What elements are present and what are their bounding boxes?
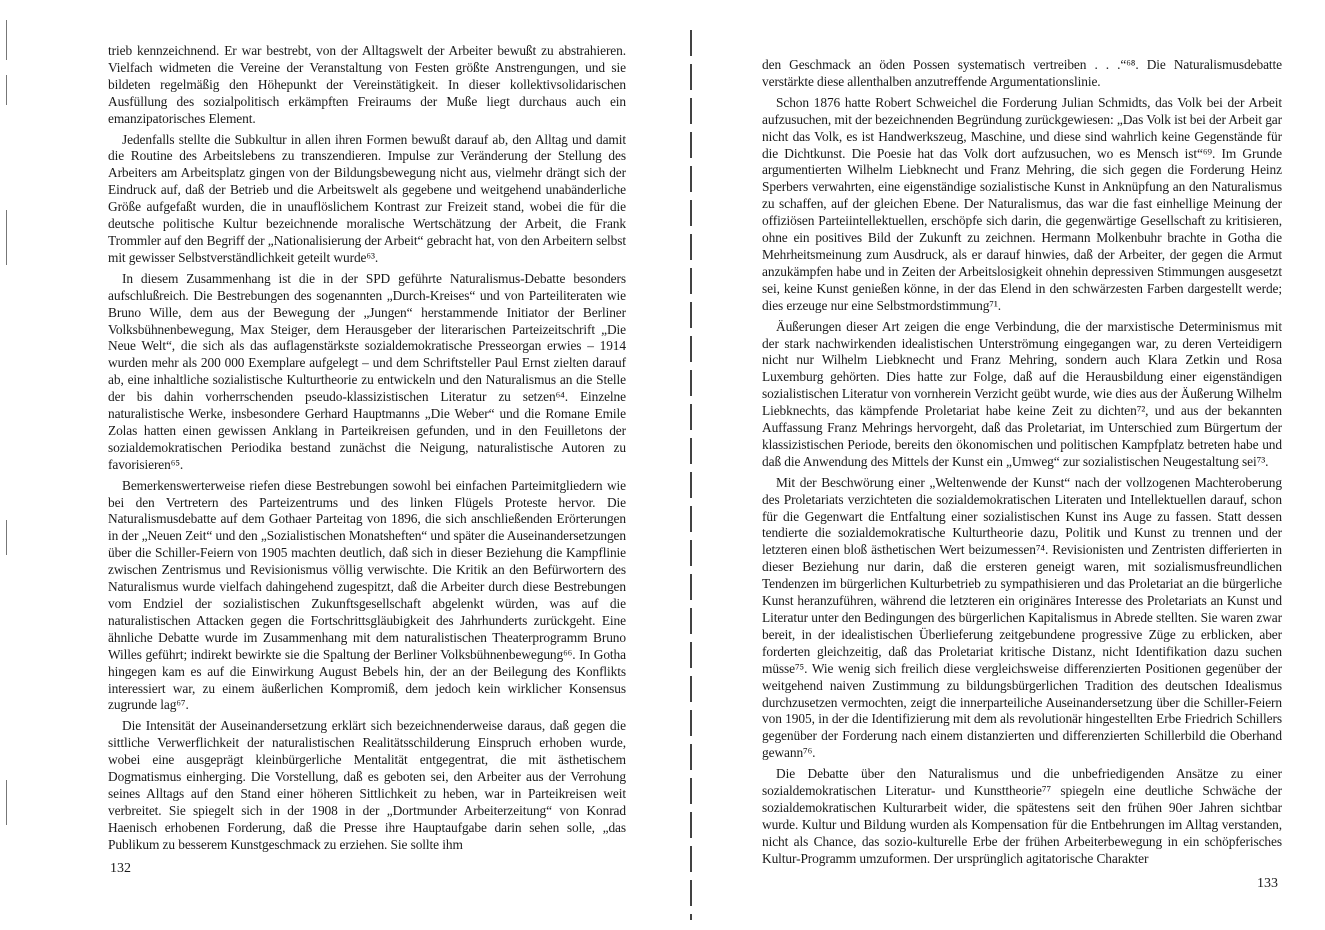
right-page: [662, 0, 1325, 930]
left-page: [0, 0, 662, 930]
paragraph: In diesem Zusammenhang ist die in der SPD geführte Naturalismus-Debatte besonders aufschlußreich. Die Bestrebungen des sogenannten „Durch-Kreises“ und von Parteiliteraten wie Bruno Wille, dem aus der Bewegung der „Jungen“ herstammende Initiator der Berliner Volksbühnenbewegung, Max Steiger, dem Herausgeber der literarischen Parteizeitschrift „Die Neue Welt“, die sich als das auflagenstärkste sozialdemokratische Presseorgan erwies – 1914 wurden mehr als 200 000 Exemplare aufgelegt – und dem Schriftsteller Paul Ernst zielten darauf ab, eine inhaltliche sozialistische Kulturtheorie zu entwickeln und den Naturalismus an die Stelle der bis dahin vorherrschenden pseudo-klassizistischen Literatur zu setzen⁶⁴. Einzelne naturalistische Werke, insbesondere Gerhard Hauptmanns „Die Weber“ und die Romane Emile Zolas hatten einen gewissen Anklang in Parteikreisen gefunden, und in den Feuilletons der sozialdemokratischen Periodika bestand zunächst die Neigung, naturalistische Autoren zu favorisieren⁶⁵.: [108, 270, 626, 472]
paragraph: trieb kennzeichnend. Er war bestrebt, von der Alltagswelt der Arbeiter bewußt zu abstrahieren. Vielfach widmeten die Vereine der Veranstaltung von Festen größte Anstrengungen, und sie bildeten regelmäßig den Höhepunkt der Vereinstätigkeit. In dieser kollektivsolidarischen Ausfüllung des sozialpolitisch erkämpften Freiraums der Muße liegt durchaus auch ein emanzipatorisches Element.: [108, 43, 626, 126]
page-number: 133: [1257, 876, 1278, 891]
paragraph: Bemerkenswerterweise riefen diese Bestrebungen sowohl bei einfachen Parteimitgliedern wie bei den Vertretern des Parteizentrums und des linken Flügels Proteste hervor. Die Naturalismusdebatte auf dem Gothaer Parteitag von 1896, die sich anschließenden Erörterungen in der „Neuen Zeit“ und den „Sozialistischen Monatsheften“ und später die Auseinandersetzungen über die Schiller-Feiern von 1905 machten deutlich, daß sich in dieser Beziehung die Kampflinie zwischen Zentrismus und Revisionismus völlig verwischte. Die Kritik an den Befürwortern des Naturalismus wurde vielfach dahingehend zugespitzt, daß die Arbeiter durch diese Bestrebungen vom Endziel der sozialistischen Zukunftsgesellschaft abgelenkt würden, was auf die naturalistischen Attacken gegen die Fortschrittsgläubigkeit des Jahrhunderts zurückgeht. Eine ähnliche Debatte wurde im Zusammenhang mit dem naturalistischen Theaterprogramm Bruno Willes geführt; indirekt bewirkte sie die Spaltung der Berliner Volksbühnenbewegung⁶⁶. In Gotha hingegen kam es auf die Einwirkung August Bebels hin, der an der Beilegung des Konflikts interessiert war, zu einem äußerlichen Kompromiß, dem jedoch kein wirklicher Konsensus zugrunde lag⁶⁷.: [108, 477, 626, 713]
paragraph: Die Intensität der Auseinandersetzung erklärt sich bezeichnenderweise daraus, daß gegen die sittliche Verwerflichkeit der naturalistischen Realitätsschilderung Einspruch erhoben wurde, wobei eine ausgeprägt kleinbürgerliche Mentalität entgegentrat, die mit ästhetischem Dogmatismus einherging. Die Vorstellung, daß es geboten sei, den Arbeiter aus der Verrohung seines Alltags auf den Stand einer höheren Sittlichkeit zu heben, war in Parteikreisen weit verbreitet. Sie spiegelt sich in der 1908 in der „Dortmunder Arbeiterzeitung“ von Konrad Haenisch erhobenen Forderung, daß die Presse ihre Hauptaufgabe darin sehen solle, „das Publikum zu besserem Kunstgeschmack zu erziehen. Sie sollte ihm: [108, 718, 626, 852]
paragraph: Äußerungen dieser Art zeigen die enge Verbindung, die der marxistische Determinismus mit der stark nachwirkenden idealistischen Unterströmung eingegangen war, zu deren Verteidigern nicht nur Wilhelm Liebknecht und Franz Mehring, sondern auch Klara Zetkin und Rosa Luxemburg gehörten. Dies hatte zur Folge, daß auf die Herausbildung einer eigenständigen sozialistischen Literatur von vornherein Verzicht geübt wurde, wie dies aus der Äußerung Wilhelm Liebknechts, das kämpfende Proletariat habe keine Zeit zu dichten⁷², und aus der bekannten Auffassung Franz Mehrings hervorgeht, daß das Proletariat, im Unterschied zum Bürgertum der klassizistischen Periode, bereits den ökonomischen und politischen Kampfplatz betreten habe und daß die Anwendung des Mittels der Kunst ein „Umweg“ zur sozialistischen Neugestaltung sei⁷³.: [762, 318, 1283, 469]
paragraph: Mit der Beschwörung einer „Weltenwende der Kunst“ nach der vollzogenen Machterоberung des Proletariats verzichteten die sozialdemokratischen Literaten und Intellektuellen darauf, schon für die Gegenwart die Entfaltung einer sozialistischen Kunst ins Auge zu fassen. Statt dessen tendierte die sozialdemokratische Kulturtheorie dazu, Politik und Kunst zu trennen und der letzteren einen bloß ästhetischen Wert beizumessen⁷⁴. Revisionisten und Zentristen differierten in dieser Beziehung nur darin, daß die ersteren geneigt waren, mit sozialismusfreundlichen Tendenzen im bürgerlichen Kulturbetrieb zu sympathisieren und das Proletariat an die bürgerliche Kunst heranzuführen, während die letzteren ein originäres Interesse des Proletariats an Kunst und Literatur unter den Bedingungen des bürgerlichen Kapitalismus in Abrede stellten. Sie waren zwar bereit, in der idealistischen Überlieferung zeitgebundene progressive Züge zu erblicken, aber forderten gleichzeitig, daß das Proletariat kritische Distanz, nicht Identifikation dazu suchen müsse⁷⁵. Wie wenig sich freilich diese vergleichsweise differenzierten Positionen gegenüber der weitgehend naiven Zustimmung zu bildungsbürgerlichen Tradition des deutschen Idealismus durchzusetzen vermochten, zeigt die innerparteiliche Auseinandersetzung über die Schiller-Feiern von 1905, in der die Identifizierung mit dem als revolutionär hingestellten Erbe Friedrich Schillers gegenüber der Forderung nach einem distanzierten und differenzierten Schillerbild die Oberhand gewann⁷⁶.: [762, 474, 1282, 761]
right-page-text: [762, 57, 1282, 872]
paragraph: Jedenfalls stellte die Subkultur in allen ihren Formen bewußt darauf ab, den Alltag und damit die Routine des Arbeitslebens zu transzendieren. Impulse zur Veränderung der Stellung des Arbeiters am Arbeitsplatz gingen von der Bildungsbewegung nicht aus, vielmehr drängt sich der Eindruck auf, daß der Betrieb und die Arbeitswelt als gegebene und weitgehend unabänderliche Größe aufgefaßt wurden, die in unauflöslichem Kontrast zur Freizeit stand, wobei die für die deutsche politische Kultur bezeichnende moralische Wertschätzung der Arbeit, die Frank Trommler auf den Begriff der „Nationalisierung der Arbeit“ gebracht hat, von den Arbeitern selbst mit gewisser Selbstverständlichkeit geteilt wurde⁶³.: [108, 131, 626, 265]
page-number: 132: [110, 861, 131, 876]
left-page-text: [108, 43, 626, 858]
paragraph: den Geschmack an öden Possen systematisch vertreiben . . .“⁶⁸. Die Naturalismusdebatte verstärkte diese allenthalben anzutreffende Argumentationslinie.: [762, 57, 1282, 89]
paragraph: Die Debatte über den Naturalismus und die unbefriedigenden Ansätze zu einer sozialdemokratischen Literatur- und Kunsttheorie⁷⁷ spiegeln eine deutliche Schwäche der sozialdemokratischen Kulturarbeit wider, die spätestens seit den frühen 90er Jahren sichtbar wurde. Kultur und Bildung wurden als Kompensation für die Entbehrungen im Alltag verstanden, nicht als Chance, das sozio-kulturelle Erbe der frühen Arbeiterbewegung in ein schöpferisches Kultur-Programm umzuformen. Der ursprünglich agitatorische Charakter: [762, 766, 1282, 866]
paragraph: Schon 1876 hatte Robert Schweichel die Forderung Julian Schmidts, das Volk bei der Arbeit aufzusuchen, mit der bezeichnenden Begründung zurückgewiesen: „Das Volk ist bei der Arbeit gar nicht das Volk, es ist Handwerkszeug, Maschine, und diese sind wahrlich keine Gegenstände für die Dichtkunst. Die Poesie hat das Volk dort aufzusuchen, wo es Mensch ist“⁶⁹. Im Grunde argumentierten Wilhelm Liebknecht und Franz Mehring, die sich gegen die Forderung Heinz Sperbers verwahrten, eine eigenständige sozialistische Kunst in Anknüpfung an den Naturalismus zu schaffen, auf der gleichen Ebene. Der Naturalismus, das war die fast einhellige Meinung der offiziösen Parteiintellektuellen, erschöpfe sich darin, die gegenwärtige Gesellschaft zu kritisieren, ohne ein positives Bild der Zukunft zu zeichnen. Hermann Molkenbuhr brachte in Gotha die Mehrheitsmeinung zum Ausdruck, als er darauf hinwies, daß der Arbeiter, der gegen die Armut anzukämpfen habe und in Zeiten der Arbeitslosigkeit ohnehin depressiven Stimmungen ausgesetzt sei, keine Kunst genießen könne, in der das Elend in den schwärzesten Farben dargestellt werde; dies erzeuge nur eine Selbstmordstimmung⁷¹.: [762, 94, 1282, 313]
